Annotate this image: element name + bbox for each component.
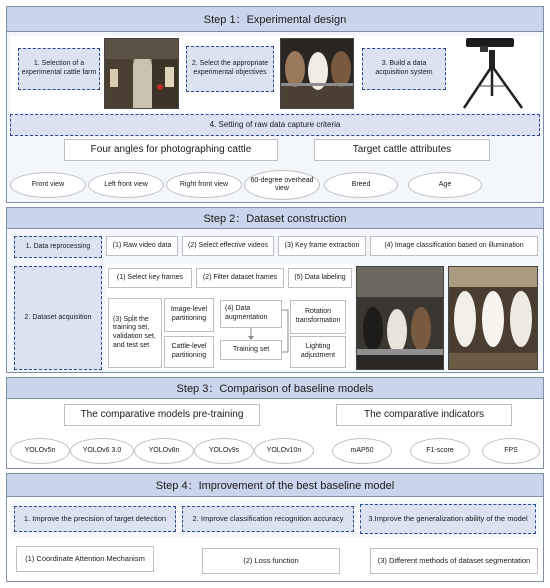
acquisition-box: 2. Dataset acquisition <box>14 266 102 370</box>
model-yolov5n: YOLOv5n <box>10 438 70 464</box>
models-title: The comparative models pre-training <box>64 404 260 426</box>
tripod-camera-icon <box>452 36 534 110</box>
attributes-title: Target cattle attributes <box>314 139 490 161</box>
select-key-frames: (1) Select key frames <box>108 268 192 288</box>
indicator-f1: F1-score <box>410 438 470 464</box>
model-yolov9s: YOLOv9s <box>194 438 254 464</box>
reprocess-step-1: (1) Raw video data <box>106 236 178 256</box>
split-sets: (3) Split the training set, validation set, and test set <box>108 298 162 368</box>
reprocessing-box: 1. Data reprocessing <box>14 236 102 258</box>
image-level-partition: Image-level partitioning <box>164 298 214 332</box>
criteria-box: 4. Setting of raw data capture criteria <box>10 114 540 136</box>
reprocess-step-3: (3) Key frame extraction <box>278 236 366 256</box>
training-set: Training set <box>220 340 282 360</box>
method-loss: (2) Loss function <box>202 548 340 574</box>
step3-title: Step 3：Comparison of baseline models <box>176 383 374 395</box>
angle-left-front: Left front view <box>88 172 164 198</box>
method-attention: (1) Coordinate Attention Mechanism <box>16 546 154 572</box>
angles-title: Four angles for photographing cattle <box>64 139 278 161</box>
farm-box: 1. Selection of a experimental cattle farm <box>18 48 100 90</box>
goal-precision: 1. Improve the precision of target detection <box>14 506 176 532</box>
cattle-photo <box>280 38 354 109</box>
model-yolov6: YOLOv6 3.0 <box>70 438 134 464</box>
indicator-map50: mAP50 <box>332 438 392 464</box>
cattle-level-partition: Cattle-level partitioning <box>164 336 214 368</box>
attribute-age: Age <box>408 172 482 198</box>
step2-header <box>6 207 544 229</box>
reprocess-step-4: (4) Image classification based on illumination <box>370 236 538 256</box>
indicators-title: The comparative indicators <box>336 404 512 426</box>
step1-title: Step 1：Experimental design <box>203 14 347 26</box>
data-labeling: (5) Data labeling <box>288 268 352 288</box>
indicator-fps: FPS <box>482 438 540 464</box>
arrow-down-icon <box>246 328 256 340</box>
step3-header <box>6 377 544 399</box>
lighting-adjustment: Lighting adjustment <box>290 336 346 368</box>
filter-frames: (2) Filter dataset frames <box>196 268 284 288</box>
system-box: 3. Build a data acquisition system <box>362 48 446 90</box>
angle-right-front: Right front view <box>166 172 242 198</box>
bracket-icon <box>282 306 290 356</box>
step4-title: Step 4：Improvement of the best baseline model <box>155 480 395 492</box>
feeding-cattle-photo <box>356 266 444 370</box>
model-yolov8n: YOLOv8n <box>134 438 194 464</box>
step2-title: Step 2：Dataset construction <box>203 213 347 225</box>
angle-front: Front view <box>10 172 86 198</box>
objectives-box: 2. Select the appropriate experimental objectives <box>186 46 274 92</box>
goal-generalization: 3.Improve the generalization ability of the model <box>360 504 536 534</box>
rotation-transformation: Rotation transformation <box>290 300 346 334</box>
model-yolov10n: YOLOv10n <box>254 438 314 464</box>
angle-overhead: 60-degree overhead view <box>244 170 320 200</box>
attribute-breed: Breed <box>324 172 398 198</box>
goal-accuracy: 2. Improve classification recognition accuracy <box>182 506 354 532</box>
method-segmentation: (3) Different methods of dataset segmentation <box>370 548 538 574</box>
white-face-cattle-photo <box>448 266 538 370</box>
data-augmentation: (4) Data augmentation <box>220 300 282 328</box>
step1-header <box>6 6 544 32</box>
barn-photo <box>104 38 179 109</box>
reprocess-step-2: (2) Select effective videos <box>182 236 274 256</box>
step4-header <box>6 473 544 497</box>
